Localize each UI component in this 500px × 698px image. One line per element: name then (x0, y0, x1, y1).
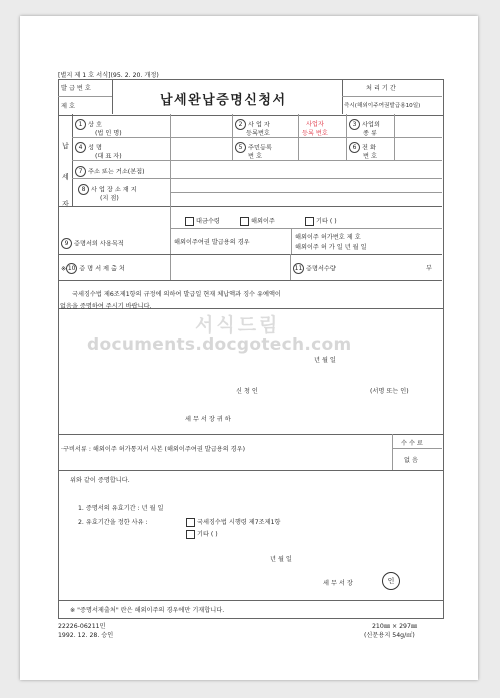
tax-office-head: 세 무 서 장 (323, 580, 353, 587)
resident-no-field: 5 주민등록 (235, 142, 272, 153)
name-field: 4 성 명 (75, 142, 102, 153)
quantity-field: 11 증명서수량 (294, 265, 336, 273)
footer-note: ※ "증명서제출처" 란은 해외이주의 경우에만 기재합니다. (70, 607, 225, 614)
cert-reason: 2. 유효기간을 정한 사유 : (78, 519, 148, 526)
num-8: 8 (78, 184, 89, 195)
other-checkbox[interactable] (305, 217, 314, 226)
paper-size: 210㎜ × 297㎜ (372, 623, 418, 630)
fee-value: 없 음 (404, 457, 418, 464)
watermark-url: documents.docgotech.com (87, 335, 352, 355)
purpose-option-payment[interactable]: 대금수령 (185, 216, 220, 226)
form-sheet (20, 16, 478, 680)
issue-number-label: 발 급 번 호 (61, 85, 91, 92)
side-label-3: 자 (62, 200, 69, 208)
biz-type-sub: 종 류 (363, 130, 377, 137)
representative-label: (대 표 자) (95, 153, 122, 160)
payment-checkbox[interactable] (185, 217, 194, 226)
phone-sub: 번 호 (363, 153, 377, 160)
phone-field: 6 전 화 (349, 142, 376, 153)
address-field: 7 주소 또는 거소(본점) (75, 166, 145, 177)
num-5: 5 (235, 142, 246, 153)
law-checkbox[interactable] (186, 518, 195, 527)
biz-type-field: 3 사업의 (349, 119, 380, 130)
num-9: 9 (61, 238, 72, 249)
quantity-unit: 부 (426, 265, 432, 272)
biz-reg-sub: 등록번호 (246, 130, 270, 137)
trade-name-field: 1 상 호 (75, 119, 102, 130)
processing-period-label: 처 리 기 간 (366, 85, 396, 92)
reason-option-other[interactable]: 기타 ( ) (186, 529, 218, 539)
form-code: 22226-06211민 (58, 623, 106, 630)
num-6: 6 (349, 142, 360, 153)
reason-other-checkbox[interactable] (186, 530, 195, 539)
num-7: 7 (75, 166, 86, 177)
cert-statement: 위와 같이 증명합니다. (70, 477, 130, 484)
cert-date: 년 월 일 (270, 556, 292, 563)
overseas-passport-label: 해외이주여권 발급용의 경우 (174, 239, 250, 246)
submit-to-field: ※ 10 증 명 서 제 출 처 (61, 265, 125, 273)
num-4: 4 (75, 142, 86, 153)
applicant-label: 신 청 인 (236, 388, 258, 395)
watermark-title: 서식드림 (195, 314, 281, 336)
required-docs: ·구비서류 : 해외이주 허가통지서 사본 (해외이주여권 발급용의 경우) (61, 446, 246, 453)
biz-location-field: 8 사 업 장 소 재 지 (78, 184, 137, 195)
biz-reg-value-1: 사업자 (306, 121, 324, 128)
fee-label: 수 수 료 (401, 440, 423, 447)
num-11: 11 (294, 265, 303, 272)
side-label-1: 납 (62, 142, 69, 150)
permit-number-line: 해외이주 허가번호 제 호 (295, 234, 361, 241)
num-10: 10 (67, 265, 76, 272)
reason-option-law[interactable]: 국세징수법 시행령 제7조제1항 (186, 517, 281, 527)
attachment-label: [별지 제 1 호 서식](95. 2. 20. 개정) (58, 72, 159, 79)
cert-validity: 1. 증명서의 유효기간 : 년 월 일 (78, 505, 164, 512)
page-title: 납세완납증명신청서 (160, 93, 287, 108)
processing-period-value: 즉시(해외이주여권발급용10일) (344, 103, 421, 109)
side-label-2: 세 (62, 173, 69, 181)
branch-label: (지 점) (100, 195, 119, 202)
addressee: 세 무 서 장 귀 하 (185, 416, 231, 423)
biz-reg-value-2: 등록 번호 (302, 130, 328, 137)
purpose-field: 9 증명서의 사용목적 (61, 238, 124, 249)
biz-reg-field: 2 사 업 자 (235, 119, 270, 130)
num-1: 1 (75, 119, 86, 130)
request-box (58, 308, 444, 435)
purpose-option-emigration[interactable]: 해외이주 (240, 216, 275, 226)
request-text-2: 없음을 증명하여 주시기 바랍니다. (60, 303, 152, 310)
request-text-1: 국세징수법 제6조제1항의 규정에 의하여 발급일 현재 체납액과 징수 유예액이 (72, 291, 281, 298)
emigration-checkbox[interactable] (240, 217, 249, 226)
num-3: 3 (349, 119, 360, 130)
file-number-label: 제 호 (61, 103, 75, 110)
permit-date-line: 해외이주 허 가 일 년 월 일 (295, 244, 367, 251)
num-2: 2 (235, 119, 246, 130)
purpose-option-other[interactable]: 기타 ( ) (305, 216, 337, 226)
official-seal: 인 (382, 572, 400, 590)
approval-date: 1992. 12. 28. 승인 (58, 632, 114, 639)
request-date: 년 월 일 (314, 357, 336, 364)
resident-no-sub: 번 호 (248, 153, 262, 160)
paper-type: (신문용지 54g/㎡) (364, 632, 415, 639)
corp-name-label: (법 인 명) (95, 130, 122, 137)
signature-label: (서명 또는 인) (370, 388, 409, 395)
